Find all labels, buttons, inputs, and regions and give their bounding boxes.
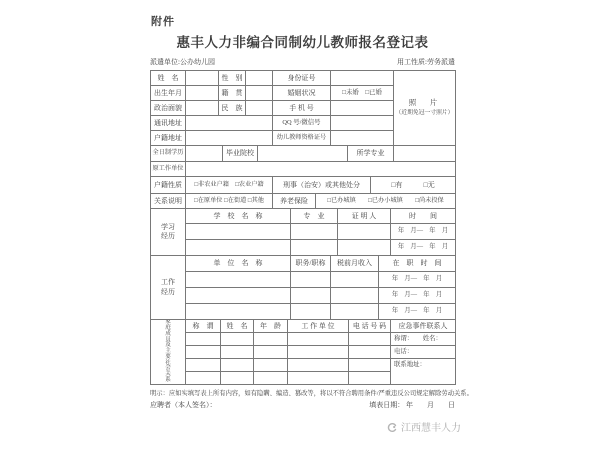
position-field [291, 304, 331, 320]
mobile-label: 手 机 号 [273, 101, 331, 116]
attachment-label: 附件 [151, 16, 175, 28]
pension-label: 养老保险 [273, 194, 316, 209]
family-relation-field [186, 333, 221, 346]
family-age-field [254, 372, 288, 385]
family-unit-field [288, 359, 349, 372]
income-field [331, 272, 379, 288]
school-name-header: 学 校 名 称 [186, 209, 291, 224]
family-phone-field [349, 333, 391, 346]
education-field [186, 146, 223, 162]
education-label: 全日制学历 [151, 146, 186, 162]
name-label: 姓 名 [151, 71, 186, 86]
family-section-label: 家庭成员及主要社会关系 [151, 320, 186, 385]
family-age-field [254, 333, 288, 346]
unit-name-field [186, 288, 291, 304]
former-employer-section [151, 162, 456, 177]
family-name-field [221, 333, 254, 346]
family-relation-header: 称 谓 [186, 320, 221, 333]
photo-note: （近期免冠一寸照片） [395, 109, 454, 116]
household-type-options: □非农业户籍 □农业户籍 [186, 177, 273, 194]
family-phone-field [349, 346, 391, 359]
school-name-field [186, 240, 291, 256]
household-address-field [186, 131, 273, 146]
family-relation-field [186, 359, 221, 372]
marital-status-label: 婚姻状况 [273, 86, 331, 101]
family-relation-field [186, 372, 221, 385]
work-section-label: 工作经历 [151, 256, 186, 320]
tenure-header: 在 职 时 间 [379, 256, 456, 272]
family-name-header: 姓 名 [221, 320, 254, 333]
unit-name-field [186, 304, 291, 320]
qq-wechat-field [331, 116, 394, 131]
id-number-field [331, 71, 394, 86]
study-time-header: 时 间 [391, 209, 456, 224]
dispatch-unit-label: 派遣单位:公办幼儿园 [150, 58, 215, 66]
tenure-field: 年 月— 年 月 [379, 288, 456, 304]
native-place-field [246, 86, 273, 101]
former-employer-field [186, 162, 456, 177]
major-label: 所学专业 [348, 146, 394, 162]
family-age-field [254, 359, 288, 372]
former-employer-label: 原工作单位 [151, 162, 186, 177]
family-section [151, 320, 456, 385]
declaration-note: 明示：应如实填写表上所有内容，如有隐瞒、编造、篡改等，将以不符合聘用条件/严重违反公司规定解除劳动关系。 [150, 390, 473, 397]
family-name-field [221, 359, 254, 372]
teacher-cert-label: 幼儿教师资格证号 [273, 131, 331, 146]
study-time-field: 年 月— 年 月 [391, 224, 456, 240]
college-field [258, 146, 348, 162]
household-type-label: 户籍性质 [151, 177, 186, 194]
basic-info-section [151, 71, 456, 146]
form-subheader [150, 57, 455, 67]
fill-date-label: 填表日期： [369, 401, 405, 409]
pension-section [151, 194, 456, 209]
signature-line [150, 400, 455, 410]
emergency-contact-header: 应急事件联系人 [391, 320, 456, 333]
signature-label: 应聘者（本人签名）： [150, 401, 217, 409]
study-experience-section [151, 209, 456, 256]
income-field [331, 288, 379, 304]
emergency-address-row: 联系地址： [391, 359, 456, 385]
family-unit-field [288, 372, 349, 385]
logo-text: 江西慧丰人力 [401, 423, 461, 434]
political-status-field [186, 101, 219, 116]
id-number-label: 身份证号 [273, 71, 331, 86]
emergency-name-row: 称谓： 姓名： [391, 333, 456, 346]
unit-name-field [186, 272, 291, 288]
family-unit-field [288, 346, 349, 359]
tenure-field: 年 月— 年 月 [379, 304, 456, 320]
family-phone-header: 电 话 号 码 [349, 320, 391, 333]
mailing-address-field [186, 116, 273, 131]
mobile-field [331, 101, 394, 116]
fill-date-placeholder: 年 月 日 [406, 401, 455, 409]
relation-note-options: □在原单位 □在街道 □其他 [186, 194, 273, 209]
family-phone-field [349, 359, 391, 372]
mailing-address-label: 通讯地址 [151, 116, 186, 131]
watermark-logo [386, 419, 461, 434]
family-relation-field [186, 346, 221, 359]
ethnicity-label: 民 族 [219, 101, 246, 116]
study-major-header: 专 业 [291, 209, 338, 224]
tenure-field: 年 月— 年 月 [379, 272, 456, 288]
unit-name-header: 单 位 名 称 [186, 256, 291, 272]
college-label: 毕业院校 [223, 146, 258, 162]
family-name-field [221, 346, 254, 359]
ethnicity-field [246, 101, 273, 116]
teacher-cert-field [331, 131, 394, 146]
position-field [291, 272, 331, 288]
name-field [186, 71, 219, 86]
education-section [151, 146, 456, 162]
income-header: 税前月收入 [331, 256, 379, 272]
study-major-field [291, 240, 338, 256]
political-status-label: 政治面貌 [151, 101, 186, 116]
qq-wechat-label: QQ 号/微信号 [273, 116, 331, 131]
form-title: 惠丰人力非编合同制幼儿教师报名登记表 [176, 35, 429, 50]
position-field [291, 288, 331, 304]
study-time-field: 年 月— 年 月 [391, 240, 456, 256]
fill-date [369, 400, 455, 410]
family-phone-field [349, 372, 391, 385]
major-field [394, 146, 456, 162]
photo-box [394, 71, 456, 146]
income-field [331, 304, 379, 320]
criminal-record-options: □有 □无 [371, 177, 456, 194]
family-name-field [221, 372, 254, 385]
marital-status-options: □未婚 □已婚 [331, 86, 394, 101]
position-header: 职务/职称 [291, 256, 331, 272]
study-section-label: 学习经历 [151, 209, 186, 256]
pension-options: □已办城镇 □已办小城镇 □尚未投保 [316, 194, 456, 209]
witness-field [338, 224, 391, 240]
native-place-label: 籍 贯 [219, 86, 246, 101]
witness-header: 证 明 人 [338, 209, 391, 224]
study-major-field [291, 224, 338, 240]
family-age-header: 年 龄 [254, 320, 288, 333]
gender-field [246, 71, 273, 86]
work-experience-section [151, 256, 456, 320]
criminal-record-label: 刑事（治安）或其他处分 [273, 177, 371, 194]
family-age-field [254, 346, 288, 359]
emergency-phone-row: 电话： [391, 346, 456, 359]
gender-label: 性 别 [219, 71, 246, 86]
relation-note-label: 关系说明 [151, 194, 186, 209]
birth-field [186, 86, 219, 101]
registration-table [150, 70, 456, 385]
family-unit-field [288, 333, 349, 346]
birth-label: 出生年月 [151, 86, 186, 101]
school-name-field [186, 224, 291, 240]
household-address-label: 户籍地址 [151, 131, 186, 146]
household-type-section [151, 177, 456, 194]
photo-label: 照 片 [408, 98, 441, 108]
family-unit-header: 工 作 单 位 [288, 320, 349, 333]
logo-icon [386, 421, 398, 433]
employment-nature-label: 用工性质:劳务派遣 [397, 58, 455, 66]
witness-field [338, 240, 391, 256]
